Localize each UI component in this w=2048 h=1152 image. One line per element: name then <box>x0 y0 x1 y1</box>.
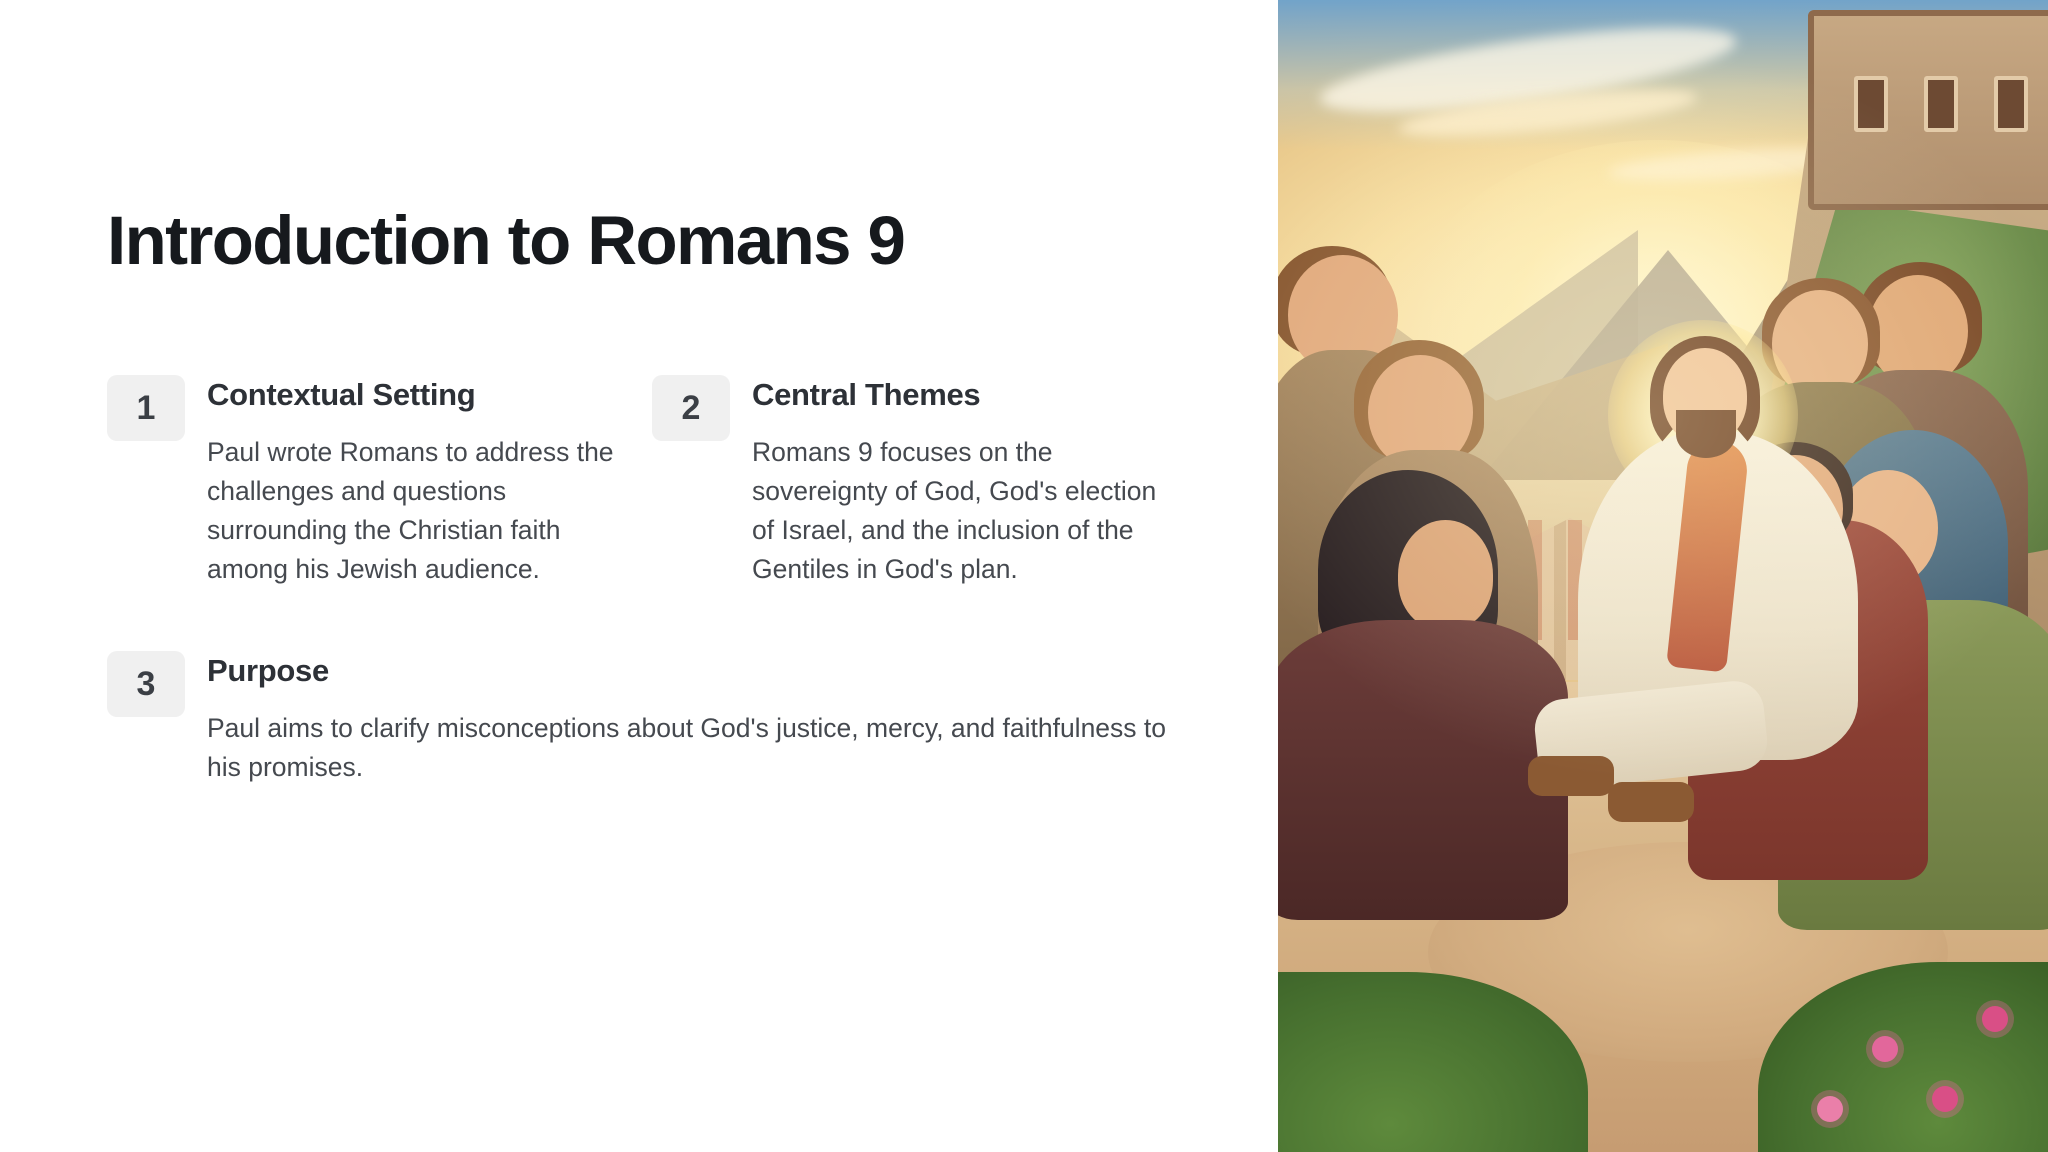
flower <box>1817 1096 1843 1122</box>
sandal <box>1528 756 1614 796</box>
flower <box>1872 1036 1898 1062</box>
list-item <box>107 649 1197 787</box>
points-list <box>107 373 1178 787</box>
point-title: Purpose <box>207 653 329 689</box>
stone-building <box>1808 10 2048 210</box>
point-number-badge: 1 <box>107 375 185 441</box>
point-body <box>752 373 1172 589</box>
list-item <box>107 373 652 589</box>
point-body <box>207 649 1167 787</box>
sandal <box>1608 782 1694 822</box>
window <box>1994 76 2028 132</box>
flower <box>1982 1006 2008 1032</box>
point-text: Romans 9 focuses on the sovereignty of God, God's election of Israel, and the inclusion of the Gentiles in God's plan. <box>752 437 1157 585</box>
figure-robe <box>1278 620 1568 920</box>
point-text: Paul aims to clarify misconceptions about God's justice, mercy, and faithfulness to his promises. <box>207 713 1167 783</box>
flower <box>1932 1086 1958 1112</box>
teacher-beard <box>1676 410 1736 458</box>
point-text: Paul wrote Romans to address the challenges and questions surrounding the Christian faith among his Jewish audience. <box>207 437 614 585</box>
point-title: Contextual Setting <box>207 377 476 413</box>
jesus-teaching-crowd-illustration <box>1278 0 2048 1152</box>
point-body <box>207 373 627 589</box>
point-number-badge: 3 <box>107 651 185 717</box>
point-number-badge: 2 <box>652 375 730 441</box>
window <box>1924 76 1958 132</box>
point-title: Central Themes <box>752 377 981 413</box>
list-item <box>652 373 1197 589</box>
page-title: Introduction to Romans 9 <box>107 202 905 279</box>
window <box>1854 76 1888 132</box>
figure-head <box>1398 520 1493 630</box>
